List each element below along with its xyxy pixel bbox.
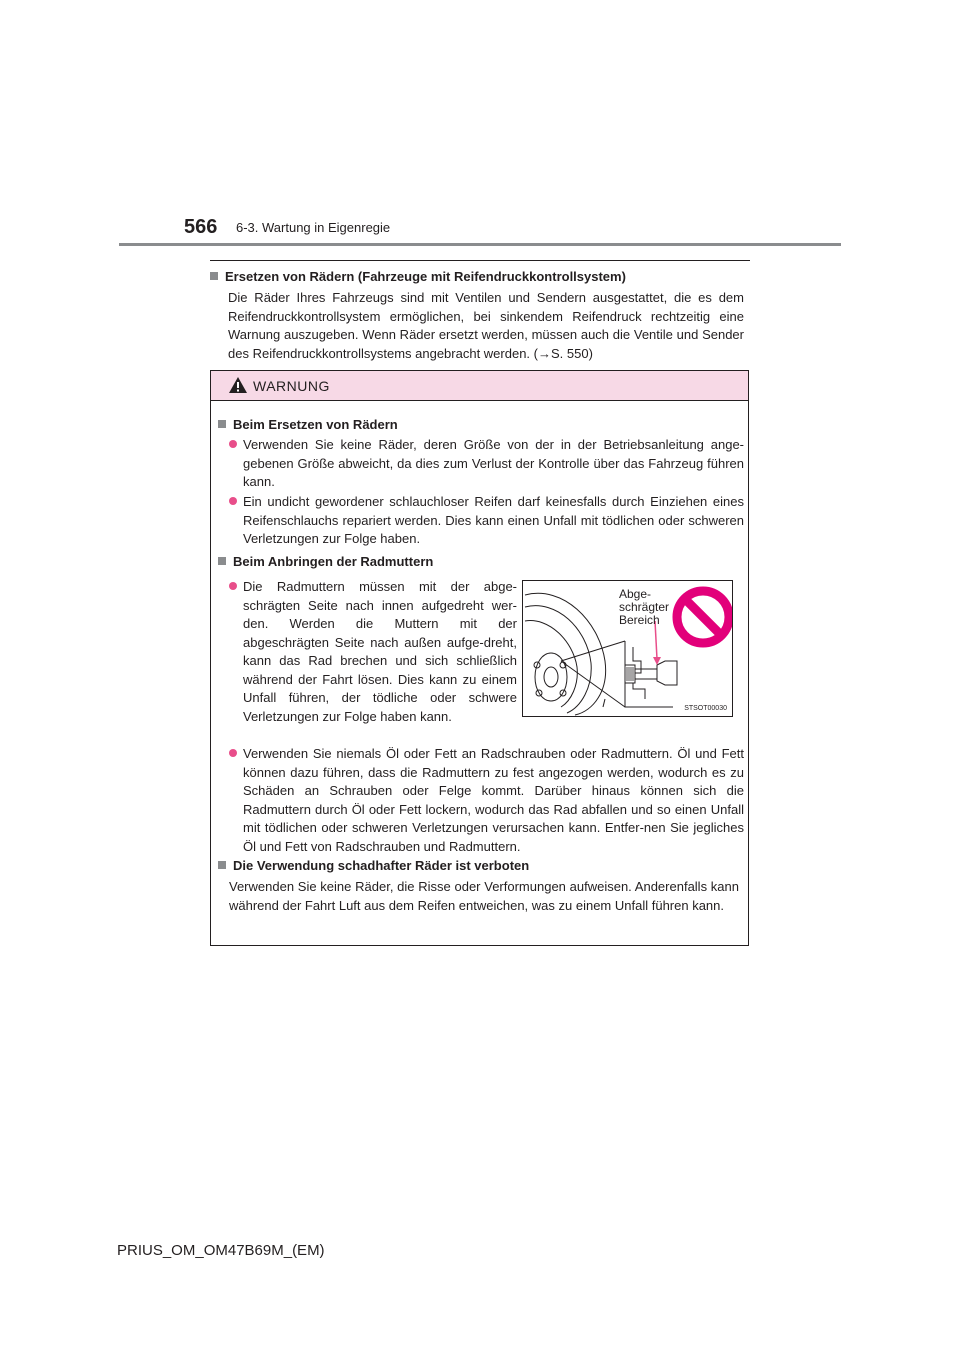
- page-number: 566: [184, 216, 218, 238]
- list-item: Die Radmuttern müssen mit der abge-schrägten Seite nach innen aufgedreht wer-den. Werden die Muttern mit der abgeschrägten Seite nach außen aufge-dreht, kann das Rad brechen und sich schließlich während der Fahrt lösen. Dies kann zu einem Unfall führen, der tödliche oder schwere Verletzungen zur Folge haben kann.: [229, 578, 517, 726]
- bullet-dot-icon: [229, 440, 237, 448]
- warning-text-3: Verwenden Sie keine Räder, die Risse oder Verformungen aufweisen. Anderenfalls kann während der Fahrt Luft aus dem Reifen entweichen, was zu einem Unfall führen kann.: [229, 879, 739, 913]
- warning-triangle-icon: [228, 376, 248, 394]
- intro-text: Die Räder Ihres Fahrzeugs sind mit Ventilen und Sendern ausgestattet, die es dem Reifendruckkontrollsystem ermöglichen, bei sinkendem Reifendruck rechtzeitig eine Warnung auszugeben. Wenn Räder ersetzt werden, müssen auch die Ventile und Sender des Reifendruckkontrollsystems angebracht werden. (→S. 550): [228, 290, 744, 361]
- divider: [210, 260, 750, 261]
- square-bullet-icon: [218, 420, 226, 428]
- warning-title: WARNUNG: [253, 378, 330, 394]
- intro-heading: Ersetzen von Rädern (Fahrzeuge mit Reifendruckkontrollsystem): [210, 268, 626, 286]
- warning-heading-1: Beim Ersetzen von Rädern: [218, 416, 398, 434]
- footer-text: PRIUS_OM_OM47B69M_(EM): [117, 1242, 325, 1259]
- warning-heading-2: Beim Anbringen der Radmuttern: [218, 553, 433, 571]
- square-bullet-icon: [218, 557, 226, 565]
- figure-code: STSOT00030: [684, 705, 727, 712]
- square-bullet-icon: [210, 272, 218, 280]
- wheel-nut-figure: [522, 580, 733, 717]
- list-item: Verwenden Sie niemals Öl oder Fett an Radschrauben oder Radmuttern. Öl und Fett können dazu führen, dass die Radmuttern zu fest angezogen werden, wodurch es zu Schäden an Schrauben oder Felge kommt. Darüber hinaus können sich die Radmuttern durch Öl oder Fett lockern, wodurch das Rad abfallen und so einen Unfall mit tödlichen oder schweren Verletzungen verursachen kann. Entfer-nen Sie jegliches Öl und Fett von Radschrauben und Radmuttern.: [229, 745, 744, 856]
- bullet-dot-icon: [229, 497, 237, 505]
- bullet-dot-icon: [229, 582, 237, 590]
- warning-header: [211, 371, 748, 401]
- square-bullet-icon: [218, 861, 226, 869]
- warning-heading-3: Die Verwendung schadhafter Räder ist verboten: [218, 857, 529, 875]
- header-rule: [119, 243, 841, 246]
- figure-label: Abge- schrägter Bereich: [619, 587, 670, 627]
- list-item: Ein undicht gewordener schlauchloser Reifen darf keinesfalls durch Einziehen eines Reifenschlauchs repariert werden. Dies kann einen Unfall mit tödlichen oder schweren Verletzungen zur Folge haben.: [229, 493, 744, 549]
- section-title: 6-3. Wartung in Eigenregie: [236, 220, 391, 235]
- bullet-dot-icon: [229, 749, 237, 757]
- list-item: Verwenden Sie keine Räder, deren Größe von der in der Betriebsanleitung ange-gebenen Größe abweicht, da dies zum Verlust der Kontrolle über das Fahrzeug führen kann.: [229, 436, 744, 492]
